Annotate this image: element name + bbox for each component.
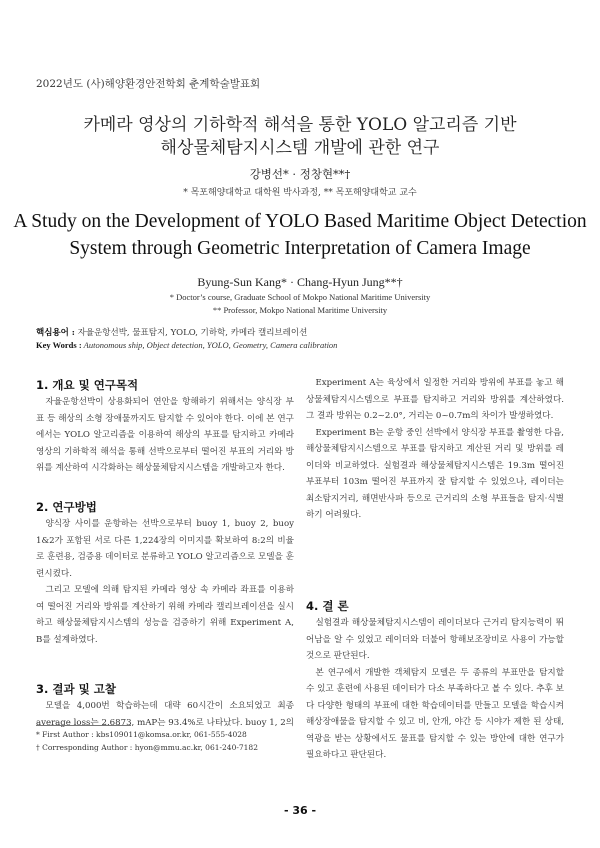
section-3-paragraph-3: Experiment B는 운항 중인 선박에서 양식장 부표를 촬영한 다음, 해상물체탐지시스템으로 부표를 탐지하고 계산된 거리 및 방위를 레이더와 비교하였다. 실험결과 해상물체탐지시스템은 19.3m 떨어진 부표부터 103m 떨어진 부표까지 잘 탐지할 수 있었으나, 레이더는 최소탐지거리, 해면반사파 등으로 근거리의 소형 부표들을 탐지·식별하기 어려웠다. <box>306 427 564 520</box>
keywords-korean-text: 자율운항선박, 물표탐지, YOLO, 기하학, 카메라 캘리브레이션 <box>77 328 308 338</box>
english-title-line1: A Study on the Development of YOLO Based Maritime Object Detection <box>13 211 587 232</box>
section-3-heading: 3. 결과 및 고찰 <box>36 682 116 696</box>
korean-title-line2: 해상물체탐지시스템 개발에 관한 연구 <box>160 138 440 158</box>
korean-affiliation: * 목포해양대학교 대학원 박사과정, ** 목포해양대학교 교수 <box>183 188 417 198</box>
section-3-paragraph-1: 모델을 4,000번 학습하는데 대략 60시간이 소요되었고 최종 average loss는 2.6873, mAP는 93.4%로 나타났다. buoy 1, 2의 <box>36 701 294 728</box>
section-2-body <box>36 516 294 648</box>
footnote-divider <box>36 725 131 726</box>
korean-authors: 강병선* · 정창현**† <box>249 167 351 181</box>
keywords-korean-label: 핵심용어 : <box>36 328 75 338</box>
section-1-paragraph: 자율운항선박이 상용화되어 연안을 항해하기 위해서는 양식장 부표 등 해상의 소형 장애물까지도 탐지할 수 있어야 한다. 이에 본 연구에서는 YOLO 알고리즘을 이용하여 해상의 부표를 탐지하고 카메라 영상의 기하학적 해석을 통해 선박으로부터 떨어진 부표의 거리와 방위를 계산하여 시각화하는 해상물체탐지시스템을 개발하고자 한다. <box>36 397 294 473</box>
keywords-english-text: Autonomous ship, Object detection, YOLO, Geometry, Camera calibration <box>83 340 338 350</box>
section-4-paragraph-1: 실험결과 해상물체탐지시스템이 레이더보다 근거리 탐지능력이 뛰어남을 알 수 있었고 레이더와 더불어 항해보조장비로 사용이 가능할 것으로 판단된다. <box>306 618 564 661</box>
section-4-body <box>306 615 564 764</box>
section-4-heading: 4. 결 론 <box>306 599 349 613</box>
english-authors: Byung-Sun Kang* · Chang-Hyun Jung**† <box>197 275 403 289</box>
english-affiliation-line2: ** Professor, Mokpo National Maritime University <box>212 305 388 315</box>
page-number: - 36 - <box>283 804 317 817</box>
english-affiliation-line1: * Doctor’s course, Graduate School of Mokpo National Maritime University <box>169 292 431 302</box>
section-2-paragraph-1: 양식장 사이를 운항하는 선박으로부터 buoy 1, buoy 2, buoy 1&2가 포함된 서로 다른 1,224장의 이미지를 확보하여 8:2의 비율로 훈련용, 검증용 데이터로 분류하고 YOLO 알고리즘으로 모델을 훈련시켰다. <box>36 519 294 579</box>
section-2-heading: 2. 연구방법 <box>36 500 97 514</box>
section-4-paragraph-2: 본 연구에서 개발한 객체탐지 모델은 두 종류의 부표만을 탐지할 수 있고 훈련에 사용된 데이터가 다소 부족하다고 볼 수 있다. 추후 보다 다양한 형태의 부표에 대한 학습데이터를 만들고 모델을 학습시켜 해상장애물을 탐지할 수 있고 비, 안개, 야간 등 시야가 제한 된 상태, 역광을 받는 상황에서도 물표를 탐지할 수 있는 방안에 대한 연구가 필요하다고 판단된다. <box>306 667 564 760</box>
korean-title-line1: 카메라 영상의 기하학적 해석을 통한 YOLO 알고리즘 기반 <box>83 115 517 135</box>
footnote-corresponding-author: † Corresponding Author : hyon@mmu.ac.kr, 061-240-7182 <box>36 743 258 752</box>
footnote-first-author: * First Author : kbs109011@komsa.or.kr, 061-555-4028 <box>36 730 247 739</box>
section-3-paragraph-2: Experiment A는 육상에서 일정한 거리와 방위에 부표를 놓고 해상물체탐지시스템으로 부표를 탐지하고 거리와 방위를 계산하였다. 그 결과 방위는 0.2~2.0°, 거리는 0~0.7m의 차이가 발생하였다. <box>306 378 564 421</box>
section-1-body <box>36 394 294 477</box>
keywords-english <box>36 340 337 350</box>
section-3-body-continued <box>306 375 564 524</box>
keywords-english-label: Key Words : <box>36 340 82 350</box>
section-3-body-start <box>36 698 294 731</box>
section-2-paragraph-2: 그리고 모델에 의해 탐지된 카메라 영상 속 카메라 좌표를 이용하여 떨어진 거리와 방위를 계산하기 위해 카메라 캘리브레이션을 실시하고 해상물체탐지시스템의 성능을 검증하기 위해 Experiment A, B를 설계하였다. <box>36 585 294 645</box>
section-1-heading: 1. 개요 및 연구목적 <box>36 378 139 392</box>
conference-header: 2022년도 (사)해양환경안전학회 춘계학술발표회 <box>36 78 261 90</box>
english-title-line2: System through Geometric Interpretation of Camera Image <box>69 238 531 259</box>
keywords-korean <box>36 326 307 338</box>
